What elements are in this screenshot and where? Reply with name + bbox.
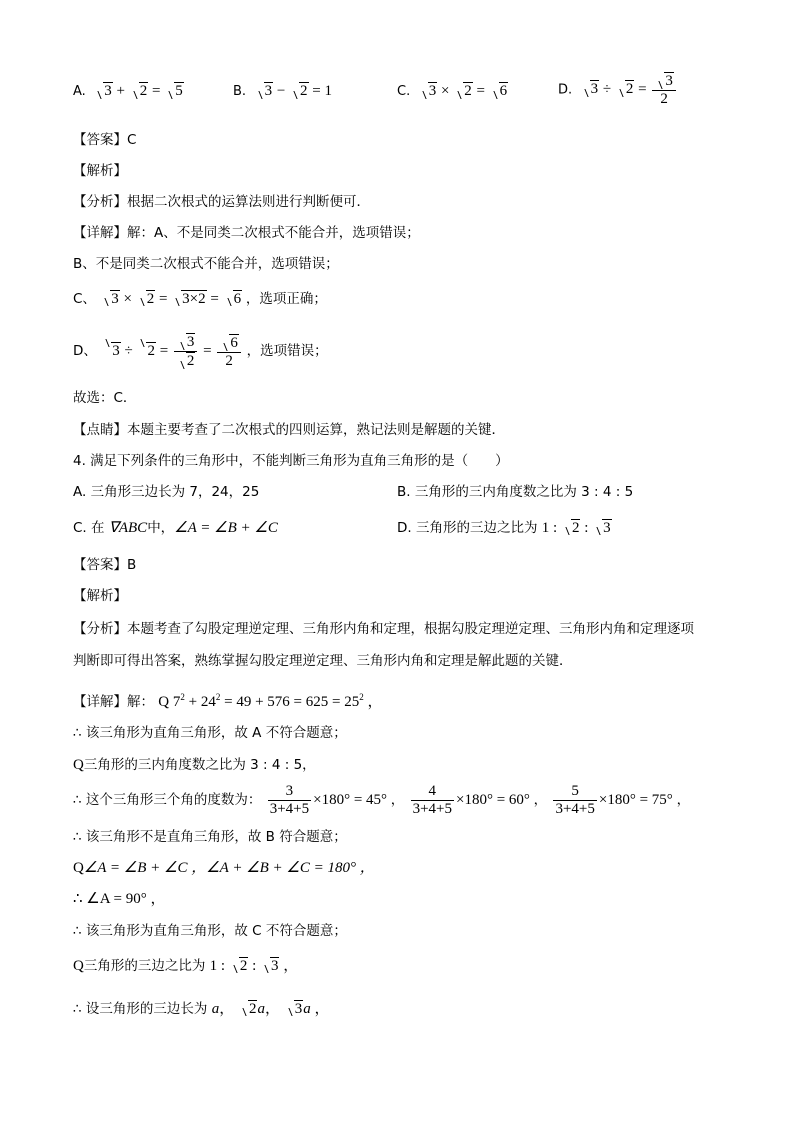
q4-option-a: A. 三角形三边长为 7，24，25	[73, 484, 260, 500]
q3-xiangjie-a: 【详解】解：A、不是同类二次根式不能合并，选项错误；	[73, 225, 420, 241]
q4-answer: 【答案】B	[73, 557, 137, 573]
q3-line-b: B、不是同类二次根式不能合并，选项错误；	[73, 256, 339, 272]
option-c: C. 3 × 2 = 6	[397, 83, 508, 99]
q4-xiangjie: 【详解】解： Q $7^2 + 24^2 = 49 + 576 = 625 = 25^2$ ，	[73, 692, 383, 710]
q4-option-b: B. 三角形的三内角度数之比为 3 : 4 : 5	[397, 484, 634, 500]
q4-l6: ∴ ∠A = 90° ，	[73, 891, 166, 907]
option-a: A. 3 + 2 = 5	[73, 83, 183, 99]
q4-fenxi-1: 【分析】本题考查了勾股定理逆定理、三角形内角和定理，根据勾股定理逆定理、三角形内角和定理逐项	[73, 621, 694, 637]
q3-choose: 故选：C．	[73, 390, 137, 406]
q4-l9: ∴ 设三角形的三边长为 a， 2a， 3a ，	[73, 1001, 330, 1017]
q4-option-d: D. 三角形的三边之比为 1 : 2 : 3	[397, 520, 611, 536]
q4-l7: ∴ 该三角形为直角三角形，故 C 不符合题意；	[73, 923, 347, 939]
q4-l8: Q三角形的三边之比为 1 : 2 : 3 ，	[73, 958, 299, 974]
q3-line-d: D、 3 ÷ 2 = $\frac{3}{2}$ = $\frac{6}{2}$ ，选项错误；	[73, 330, 328, 372]
q4-l1: ∴ 该三角形为直角三角形，故 A 不符合题意；	[73, 725, 347, 741]
q4-analysis-tag: 【解析】	[73, 588, 127, 604]
q3-dianjing: 【点睛】本题主要考查了二次根式的四则运算，熟记法则是解题的关键．	[73, 422, 505, 438]
option-d: D. 3 ÷ 2 = $\frac{3}{2}$	[558, 72, 678, 108]
q4-stem: 4. 满足下列条件的三角形中，不能判断三角形为直角三角形的是（ ）	[73, 453, 509, 469]
q4-l4: ∴ 该三角形不是直角三角形，故 B 符合题意；	[73, 829, 347, 845]
q4-l3: ∴ 这个三角形三个角的度数为： $\frac{3}{3+4+5}$ ×180° = 45° ， $\frac{4}{3+4+5}$ ×180° = 60° ， $\frac{5}{3+4+5}$ ×180° = 75° ，	[73, 783, 691, 818]
q4-l2: Q三角形的三内角度数之比为 3 : 4 : 5，	[73, 757, 316, 773]
q3-analysis-tag: 【解析】	[73, 163, 127, 179]
q3-line-c: C、 3 × 2 = 3×2 = 6 ，选项正确；	[73, 291, 327, 307]
q3-fenxi: 【分析】根据二次根式的运算法则进行判断便可．	[73, 194, 370, 210]
q4-l5: Q∠A = ∠B + ∠C ，∠A + ∠B + ∠C = 180° ，	[73, 860, 375, 876]
q3-answer: 【答案】C	[73, 132, 137, 148]
q4-fenxi-2: 判断即可得出答案，熟练掌握勾股定理逆定理、三角形内角和定理是解此题的关键．	[73, 653, 573, 669]
option-b: B. 3 − 2 = 1	[233, 83, 332, 99]
q4-option-c: C. 在 ∇ABC中，∠A = ∠B + ∠C	[73, 520, 278, 536]
